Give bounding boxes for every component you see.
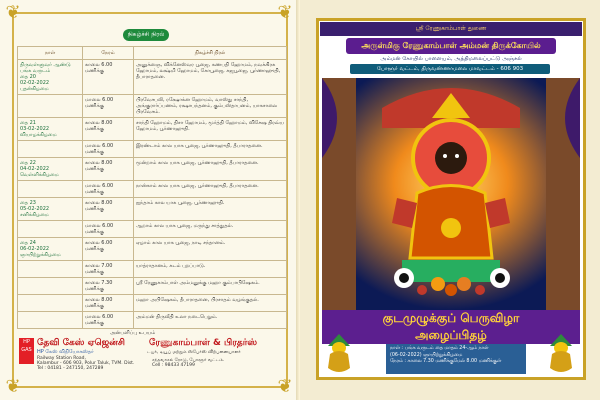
table-row — [18, 198, 287, 221]
day-cell: தை 21 03-02-2022 வியாழக்கிழமை — [18, 118, 83, 141]
program-cell: ஐந்தாம் கால யாக பூஜை, பூர்ணாஹுதி. — [134, 198, 287, 221]
program-cell: ஆறாம் கால யாக பூஜை, மருந்து சாத்துதல். — [134, 221, 287, 238]
sponsor2-name: ரேணுகாம்பாள் & பிரதர்ஸ் — [149, 338, 258, 348]
corner-ornament-icon: ❦ — [277, 2, 293, 23]
time-cell: மாலை 6.00 மணிக்கு — [83, 312, 134, 329]
day-cell: திருவள்ளுவர் ஆண்டு பங்க வருடம் தை 20 02-02-2022 புதன்கிழமை — [18, 60, 83, 95]
sponsor1-address: Railway Station Road, Kalambur - 606 903, Polur Taluk, TVM. Dist. Tel : 04181 - 247150, 247289 — [37, 356, 135, 371]
table-row — [18, 95, 287, 118]
column-header-day: நாள் — [18, 47, 83, 60]
time-cell: காலை 6.00 மணிக்கு — [83, 60, 134, 95]
sponsor2-line1: டயர், டியூப் மற்றும் ஸ்பேர்ஸ் விற்பனையாளர் — [147, 350, 241, 355]
sponsor-note: அன்பளிப்பு உபயம் — [110, 330, 156, 336]
table-row — [18, 295, 287, 312]
sponsor-footer — [17, 330, 287, 380]
day-cell: தை 23 05-02-2022 சனிக்கிழமை — [18, 198, 83, 221]
time-cell: மாலை 6.00 மணிக்கு — [83, 181, 134, 198]
time-cell: காலை 8.00 மணிக்கு — [83, 158, 134, 181]
column-header-program: நிகழ்ச்சி நிரல் — [134, 47, 287, 60]
day-cell — [18, 95, 83, 118]
day-cell — [18, 295, 83, 312]
table-row — [18, 60, 287, 95]
schedule-table — [17, 46, 287, 329]
table-row — [18, 278, 287, 295]
time-cell: மாலை 6.00 மணிக்கு — [83, 141, 134, 158]
sponsor1-line1: HP கேஸ் விநியோகஸ்தர் — [37, 349, 94, 355]
table-row — [18, 118, 287, 141]
day-cell — [18, 312, 83, 329]
program-cell: பிரவேசபலி, ரக்ஷோக்ன ஹோமம், வாஸ்து சாந்தி, அங்குரார்ப்பணம், ரக்ஷாபந்தனம், கும்பஸ்தாபனம், யாகசாலை பிரவேசம். — [134, 95, 287, 118]
time-cell: மாலை 6.00 மணிக்கு — [83, 95, 134, 118]
temple-name: அருள்மிகு ரேணுகாம்பாள் அம்மன் திருக்கோயில் — [346, 38, 556, 54]
deity-illustration — [322, 78, 580, 310]
time-cell: காலை 7.30 மணிக்கு — [83, 278, 134, 295]
day-cell — [18, 181, 83, 198]
column-header-time: நேரம் — [83, 47, 134, 60]
kalasam-icon — [546, 334, 576, 376]
table-row — [18, 221, 287, 238]
district-line: போளூர் வட்டம், திருவண்ணாமலை மாவட்டம் - 606 903 — [350, 64, 550, 74]
table-header-row — [18, 47, 287, 60]
corner-ornament-icon: ❦ — [277, 376, 293, 397]
village-line: அம்மன் கோயில் பாளையம், அத்திமலைப்பட்டு அஞ்சல் — [380, 56, 522, 62]
table-row — [18, 181, 287, 198]
sponsor1-name: தேவி கேஸ் ஏஜென்சி — [37, 338, 125, 348]
hp-gas-logo: HP GAS — [19, 338, 34, 364]
program-cell: யாத்ராதானம், கடம் புறப்பாடு. — [134, 261, 287, 278]
corner-ornament-icon: ❦ — [5, 2, 21, 23]
program-cell: அனுக்ஞை, விக்னேஸ்வர பூஜை, கணபதி ஹோமம், நவக்கிரக ஹோமம், லக்ஷ்மி ஹோமம், கோபூஜை, கஜபூஜை, பூர்ணாஹுதி, தீபாராதனை. — [134, 60, 287, 95]
program-cell: மூன்றாம் கால யாக பூஜை, பூர்ணாஹுதி, தீபாராதனை. — [134, 158, 287, 181]
section-title: நிகழ்ச்சி நிரல் — [123, 29, 169, 41]
program-cell: இரண்டாம் கால யாக பூஜை, பூர்ணாஹுதி, தீபாராதனை. — [134, 141, 287, 158]
program-cell: மஹா அபிஷேகம், தீபாராதனை, பிரசாதம் வழங்குதல். — [134, 295, 287, 312]
day-cell — [18, 261, 83, 278]
day-cell: தை 24 06-02-2022 ஞாயிற்றுக்கிழமை — [18, 238, 83, 261]
day-cell — [18, 278, 83, 295]
day-cell — [18, 141, 83, 158]
time-cell: காலை 8.00 மணிக்கு — [83, 198, 134, 221]
table-row — [18, 141, 287, 158]
invitation-title-band — [322, 310, 580, 344]
time-cell: காலை 8.00 மணிக்கு — [83, 118, 134, 141]
table-row — [18, 312, 287, 329]
day-cell: தை 22 04-02-2022 வெள்ளிக்கிழமை — [18, 158, 83, 181]
title-line2: அழைப்பிதழ் — [415, 328, 487, 342]
program-cell: ஏழாம் கால யாக பூஜை, நாடி சந்தானம். — [134, 238, 287, 261]
table-row — [18, 158, 287, 181]
program-cell: சாந்தி ஹோமம், திசா ஹோமம், மூர்த்தி ஹோமம், விசேஷ திரவ்ய ஹோமம், பூர்ணாஹுதி. — [134, 118, 287, 141]
table-row — [18, 238, 287, 261]
title-line1: குடமுழுக்குப் பெருவிழா — [382, 311, 520, 325]
event-info-box: நாள் : பங்க வருடம் தை மாதம் 24-ஆம் நாள் (06-02-2022) ஞாயிற்றுக்கிழமை நேரம் : காலை 7.30 மணிக்குமேல் 8.00 மணிக்குள் — [386, 344, 526, 374]
day-cell — [18, 221, 83, 238]
time-cell: காலை 6.00 மணிக்கு — [83, 238, 134, 261]
program-cell: அம்மன் திருவீதி உலா நடைபெறும். — [134, 312, 287, 329]
program-cell: ஸ்ரீ ரேணுகாம்பாள் அம்மனுக்கு மஹா கும்பாபிஷேகம். — [134, 278, 287, 295]
kalasam-icon — [324, 334, 354, 376]
corner-ornament-icon: ❦ — [5, 376, 21, 397]
time-cell: காலை 8.00 மணிக்கு — [83, 295, 134, 312]
top-banner: ஸ்ரீ ரேணுகாம்பாள் துணை — [320, 22, 582, 36]
time-cell: மாலை 6.00 மணிக்கு — [83, 221, 134, 238]
time-cell: காலை 7.00 மணிக்கு — [83, 261, 134, 278]
table-row — [18, 261, 287, 278]
invitation-cover — [300, 0, 600, 400]
sponsor2-address: சந்தவாசல் ரோடு, போளூர் வட்டம். Cell : 98433 47199 — [152, 358, 225, 368]
program-cell: நான்காம் கால யாக பூஜை, பூர்ணாஹுதி, தீபாராதனை. — [134, 181, 287, 198]
